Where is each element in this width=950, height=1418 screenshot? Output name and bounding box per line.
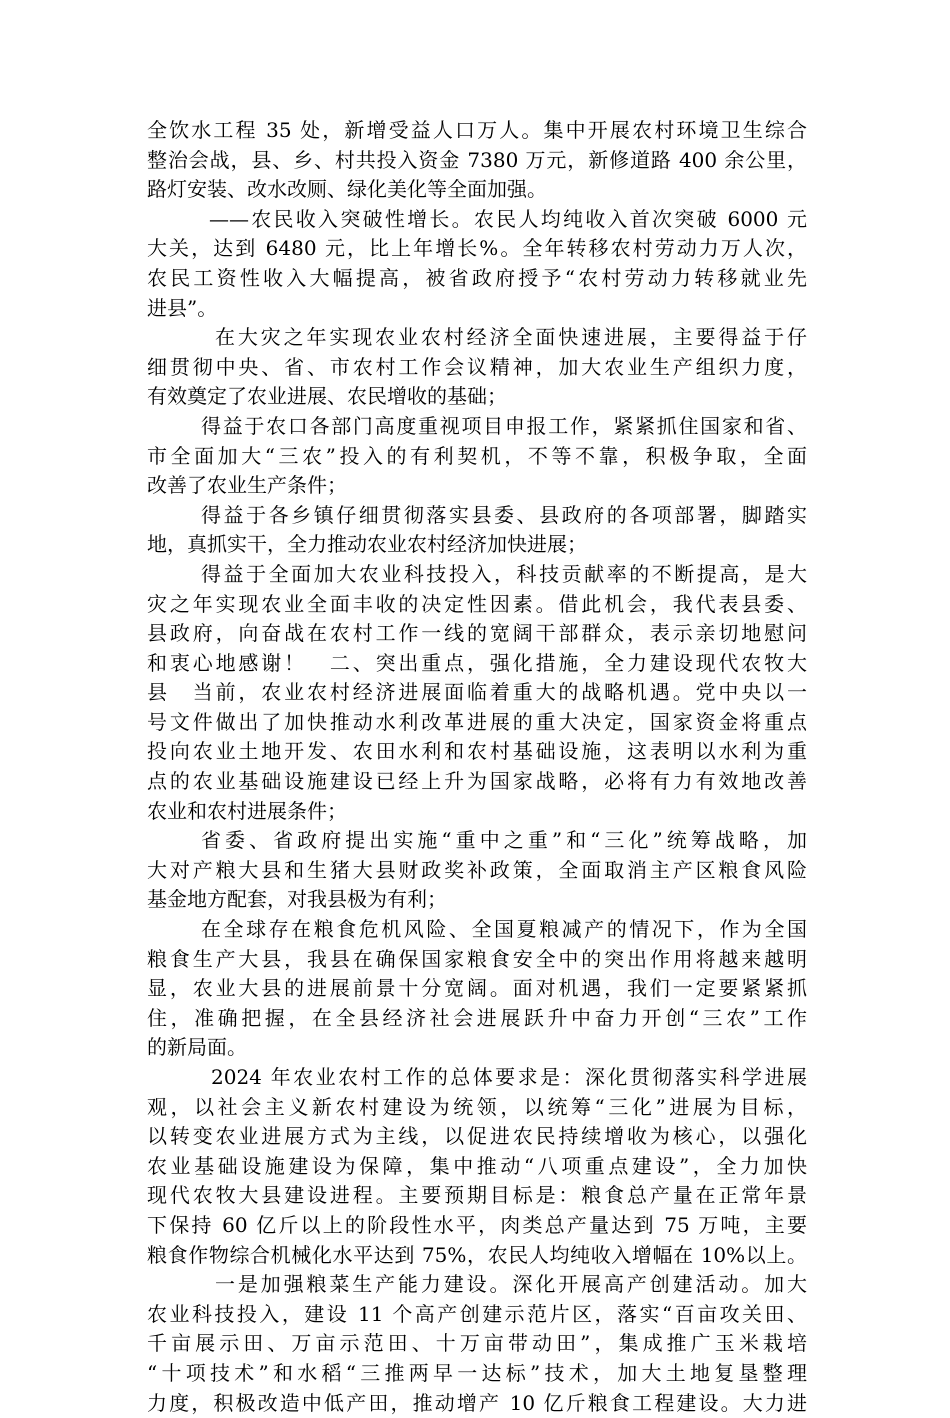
text-line: 大关，达到 6480 元，比上年增长%。全年转移农村劳动力万人次， bbox=[147, 236, 807, 261]
text-line: 省委、省政府提出实施“重中之重”和“三化”统筹战略，加 bbox=[201, 828, 807, 853]
text-line: 县 当前，农业农村经济进展面临着重大的战略机遇。党中央以一 bbox=[147, 680, 807, 705]
text-line: 得益于农口各部门高度重视项目申报工作，紧紧抓住国家和省、 bbox=[201, 413, 807, 438]
text-line: 市全面加大“三农”投入的有利契机，不等不靠，积极争取，全面 bbox=[147, 443, 807, 468]
text-line: 粮食生产大县，我县在确保国家粮食安全中的突出作用将越来越明 bbox=[147, 946, 807, 971]
text-line: 地，真抓实干，全力推动农业农村经济加快进展； bbox=[147, 532, 587, 557]
text-line: 得益于全面加大农业科技投入，科技贡献率的不断提高，是大 bbox=[201, 561, 807, 586]
text-line: 2024 年农业农村工作的总体要求是：深化贯彻落实科学进展 bbox=[211, 1065, 807, 1089]
text-line: 点的农业基础设施建设已经上升为国家战略，必将有力有效地改善 bbox=[147, 769, 807, 794]
text-line: 以转变农业进展方式为主线，以促进农民持续增收为核心，以强化 bbox=[147, 1124, 807, 1149]
text-line: 有效奠定了农业进展、农民增收的基础； bbox=[147, 384, 507, 409]
text-line: 路灯安装、改水改厕、绿化美化等全面加强。 bbox=[147, 177, 547, 202]
text-line: 下保持 60 亿斤以上的阶段性水平，肉类总产量达到 75 万吨，主要 bbox=[147, 1212, 807, 1237]
text-line: 观，以社会主义新农村建设为统领，以统筹“三化”进展为目标， bbox=[147, 1094, 807, 1119]
text-line: ——农民收入突破性增长。农民人均纯收入首次突破 6000 元 bbox=[209, 206, 807, 231]
text-line: 全饮水工程 35 处，新增受益人口万人。集中开展农村环境卫生综合 bbox=[147, 118, 807, 142]
text-line: 县政府，向奋战在农村工作一线的宽阔干部群众，表示亲切地慰问 bbox=[147, 621, 807, 646]
text-line: 和衷心地感谢！ 二、突出重点，强化措施，全力建设现代农牧大 bbox=[147, 650, 807, 675]
text-line: 整治会战，县、乡、村共投入资金 7380 万元，新修道路 400 余公里， bbox=[147, 147, 807, 172]
text-line: 灾之年实现农业全面丰收的决定性因素。借此机会，我代表县委、 bbox=[147, 591, 807, 616]
text-line: 现代农牧大县建设进程。主要预期目标是：粮食总产量在正常年景 bbox=[147, 1183, 807, 1208]
text-line: “十项技术”和水稻“三推两早一达标”技术，加大土地复垦整理 bbox=[147, 1360, 807, 1385]
text-line: 农民工资性收入大幅提高，被省政府授予“农村劳动力转移就业先 bbox=[147, 265, 807, 290]
text-line: 农业科技投入，建设 11 个高产创建示范片区，落实“百亩攻关田、 bbox=[147, 1301, 807, 1326]
text-line: 投向农业土地开发、农田水利和农村基础设施，这表明以水利为重 bbox=[147, 739, 807, 764]
text-line: 一是加强粮菜生产能力建设。深化开展高产创建活动。加大 bbox=[215, 1272, 807, 1297]
text-line: 的新局面。 bbox=[147, 1035, 247, 1060]
text-line: 在大灾之年实现农业农村经济全面快速进展，主要得益于仔 bbox=[215, 325, 807, 350]
text-line: 在全球存在粮食危机风险、全国夏粮减产的情况下，作为全国 bbox=[201, 917, 807, 942]
text-line: 号文件做出了加快推动水利改革进展的重大决定，国家资金将重点 bbox=[147, 709, 807, 734]
text-line: 住，准确把握，在全县经济社会进展跃升中奋力开创“三农”工作 bbox=[147, 1005, 807, 1030]
text-line: 基金地方配套，对我县极为有利； bbox=[147, 887, 447, 912]
text-line: 粮食作物综合机械化水平达到 75%，农民人均纯收入增幅在 10%以上。 bbox=[147, 1242, 807, 1267]
document-body bbox=[147, 116, 807, 1418]
text-line: 细贯彻中央、省、市农村工作会议精神，加大农业生产组织力度， bbox=[147, 354, 807, 379]
text-line: 改善了农业生产条件； bbox=[147, 473, 347, 498]
text-line: 千亩展示田、万亩示范田、十万亩带动田”，集成推广玉米栽培 bbox=[147, 1331, 807, 1356]
text-line: 大对产粮大县和生猪大县财政奖补政策，全面取消主产区粮食风险 bbox=[147, 857, 807, 882]
text-line: 得益于各乡镇仔细贯彻落实县委、县政府的各项部署，脚踏实 bbox=[201, 502, 807, 527]
text-line: 显，农业大县的进展前景十分宽阔。面对机遇，我们一定要紧紧抓 bbox=[147, 976, 807, 1001]
text-line: 力度，积极改造中低产田，推动增产 10 亿斤粮食工程建设。大力进 bbox=[147, 1390, 807, 1415]
text-line: 农业和农村进展条件； bbox=[147, 798, 347, 823]
text-line: 农业基础设施建设为保障，集中推动“八项重点建设”，全力加快 bbox=[147, 1153, 807, 1178]
text-line: 进县”。 bbox=[147, 295, 218, 320]
